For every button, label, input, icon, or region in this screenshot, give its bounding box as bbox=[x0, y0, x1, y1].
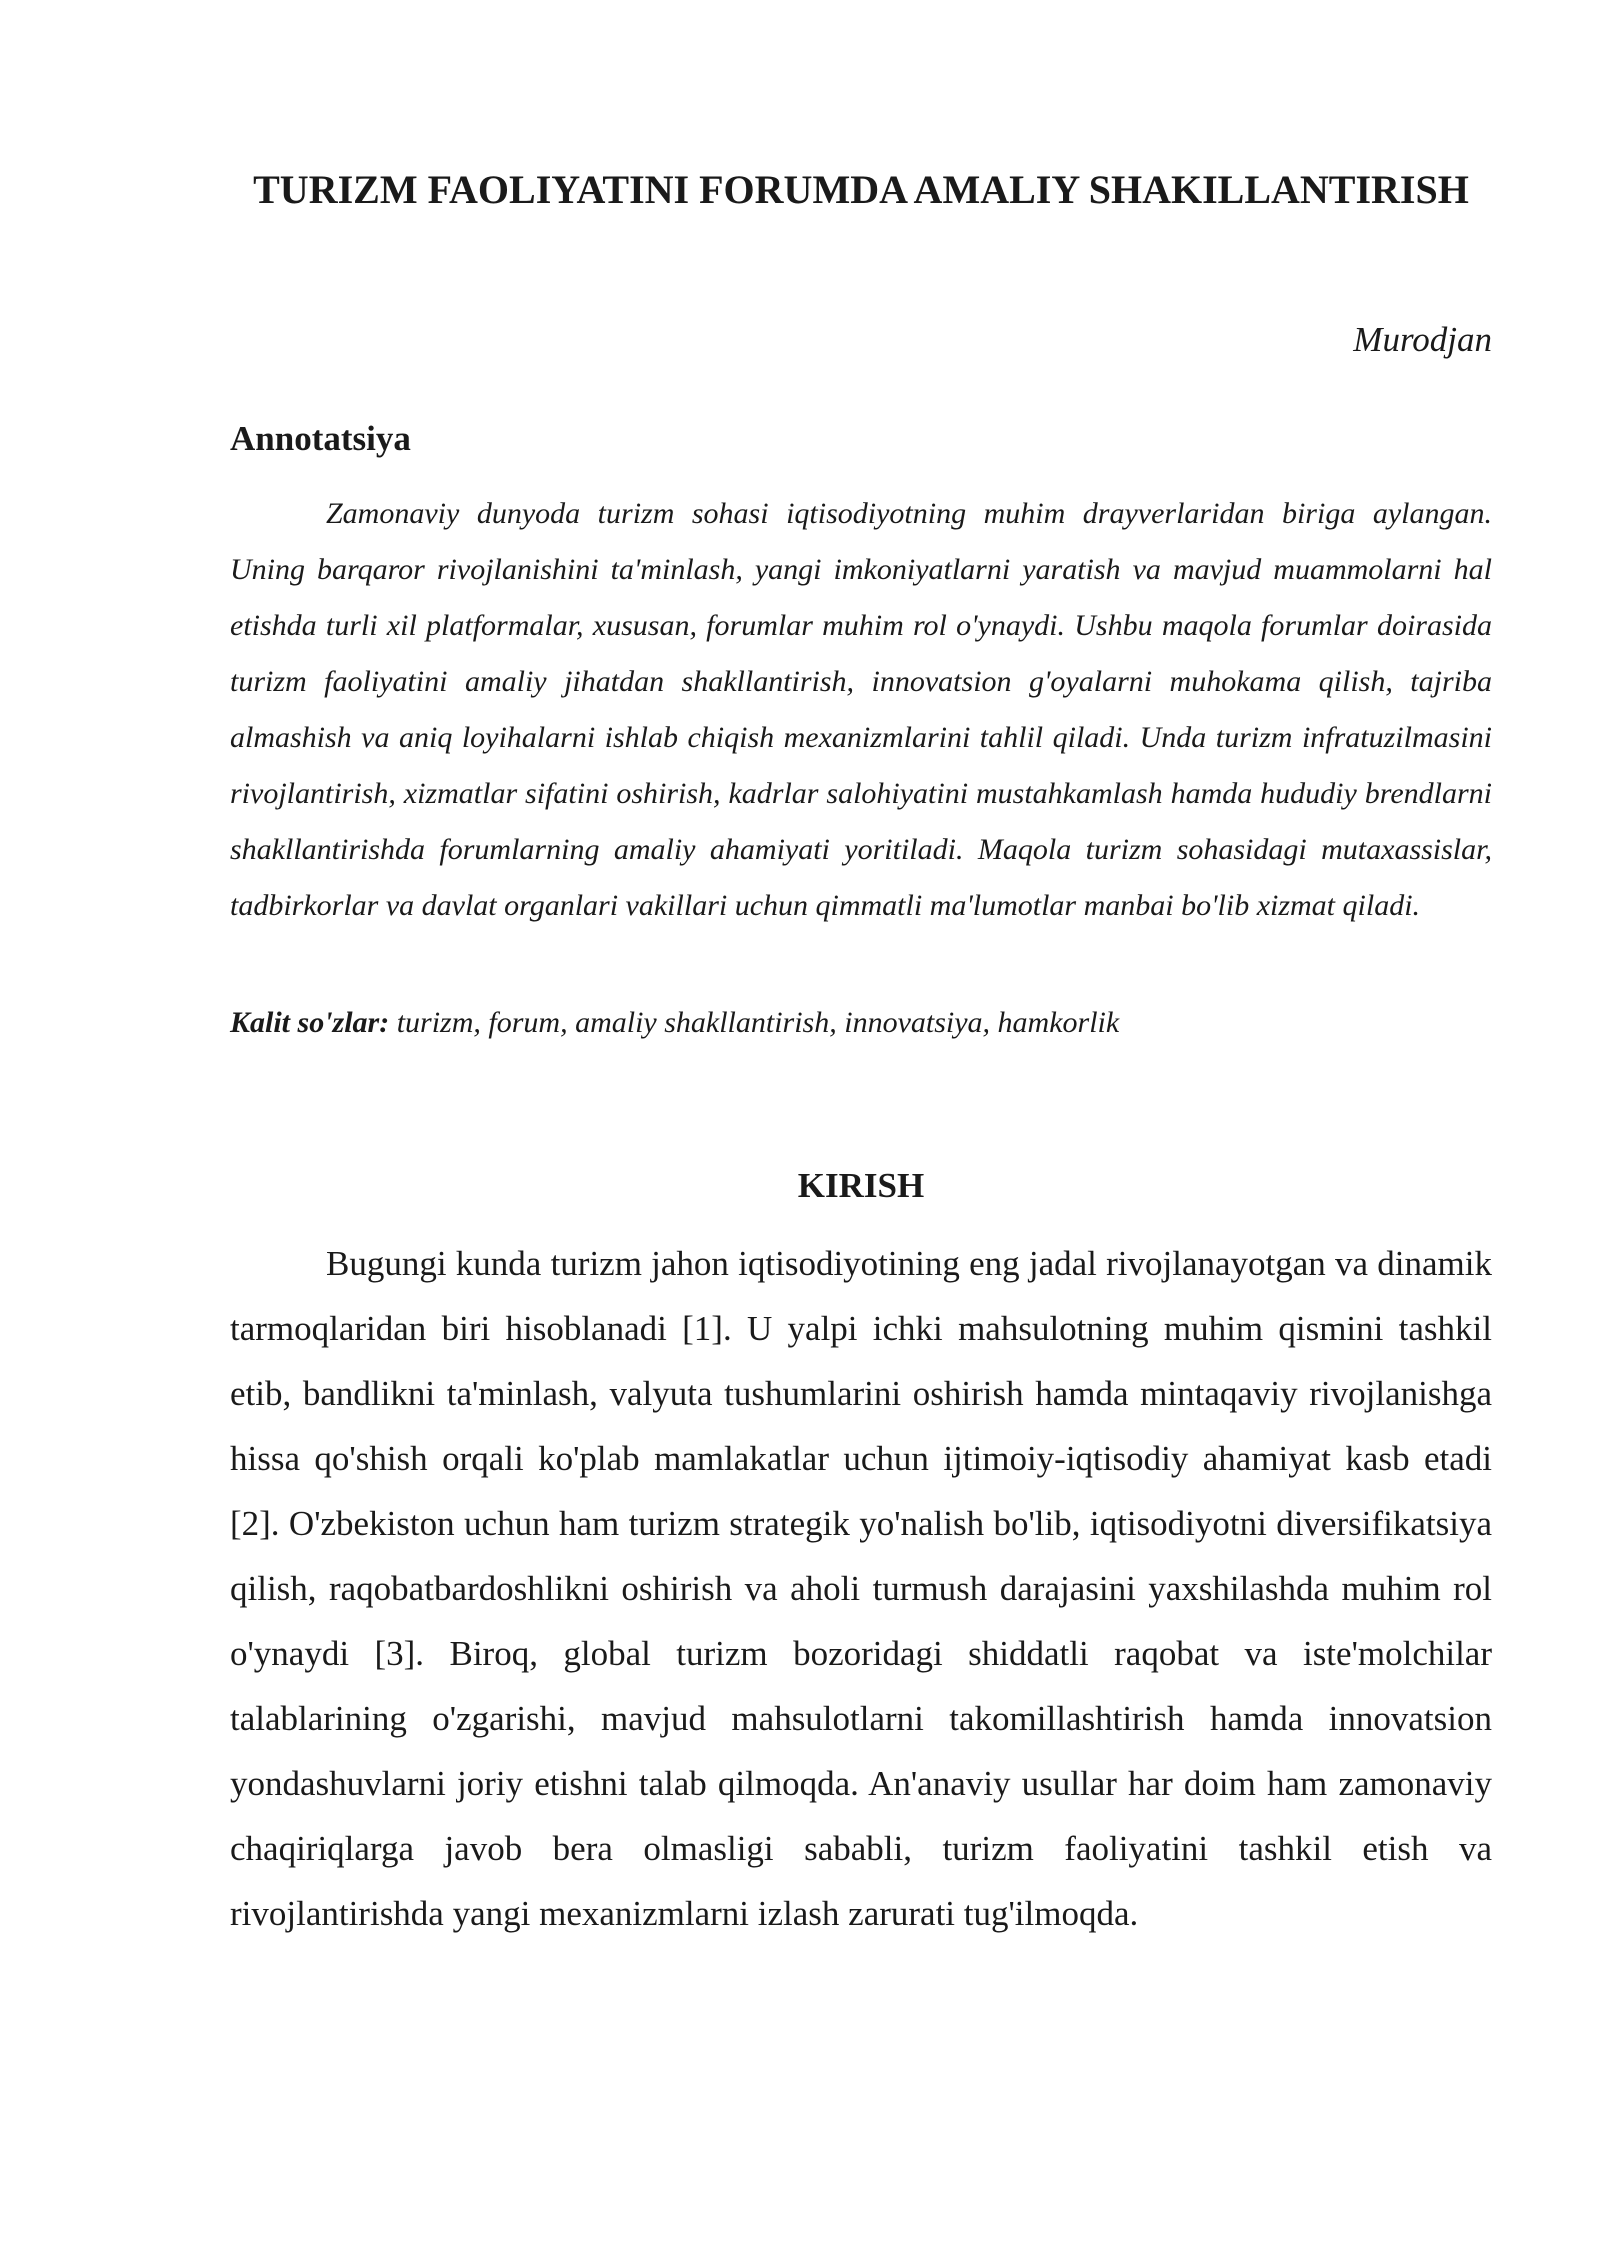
keywords bbox=[230, 1001, 1492, 1045]
intro-paragraph: Bugungi kunda turizm jahon iqtisodiyotining eng jadal rivojlanayotgan va dinamik tarmoqlaridan biri hisoblanadi [1]. U yalpi ichki mahsulotning muhim qismini tashkil etib, bandlikni ta'minlash, valyuta tushumlarini oshirish hamda mintaqaviy rivojlanishga hissa qo'shish orqali ko'plab mamlakatlar uchun ijtimoiy-iqtisodiy ahamiyat kasb etadi [2]. O'zbekiston uchun ham turizm strategik yo'nalish bo'lib, iqtisodiyotni diversifikatsiya qilish, raqobatbardoshlikni oshirish va aholi turmush darajasini yaxshilashda muhim rol o'ynaydi [3]. Biroq, global turizm bozoridagi shiddatli raqobat va iste'molchilar talablarining o'zgarishi, mavjud mahsulotlarni takomillashtirish hamda innovatsion yondashuvlarni joriy etishni talab qilmoqda. An'anaviy usullar har doim ham zamonaviy chaqiriqlarga javob bera olmasligi sababli, turizm faoliyatini tashkil etish va rivojlantirishda yangi mexanizmlarni izlash zarurati tug'ilmoqda. bbox=[230, 1244, 1492, 1933]
paper-title: TURIZM FAOLIYATINI FORUMDA AMALIY SHAKILLANTIRISH bbox=[253, 167, 1469, 212]
keywords-label: Kalit so'zlar: bbox=[230, 1006, 390, 1039]
abstract-text: Zamonaviy dunyoda turizm sohasi iqtisodiyotning muhim drayverlaridan biriga aylangan. Uning barqaror rivojlanishini ta'minlash, yangi imkoniyatlarni yaratish va mavjud muammolarni hal etishda turli xil platformalar, xususan, forumlar muhim rol o'ynaydi. Ushbu maqola forumlar doirasida turizm faoliyatini amaliy jihatdan shakllantirish, innovatsion g'oyalarni muhokama qilish, tajriba almashish va aniq loyihalarni ishlab chiqish mexanizmlarini tahlil qiladi. Unda turizm infratuzilmasini rivojlantirish, xizmatlar sifatini oshirish, kadrlar salohiyatini mustahkamlash hamda hududiy brendlarni shakllantirishda forumlarning amaliy ahamiyati yoritiladi. Maqola turizm sohasidagi mutaxassislar, tadbirkorlar va davlat organlari vakillari uchun qimmatli ma'lumotlar manbai bo'lib xizmat qiladi. bbox=[230, 497, 1492, 922]
keywords-list: turizm, forum, amaliy shakllantirish, innovatsiya, hamkorlik bbox=[389, 1006, 1120, 1039]
author-name: Murodjan bbox=[1353, 320, 1492, 359]
abstract-heading: Annotatsiya bbox=[230, 419, 411, 458]
section-heading-intro: KIRISH bbox=[797, 1166, 925, 1205]
